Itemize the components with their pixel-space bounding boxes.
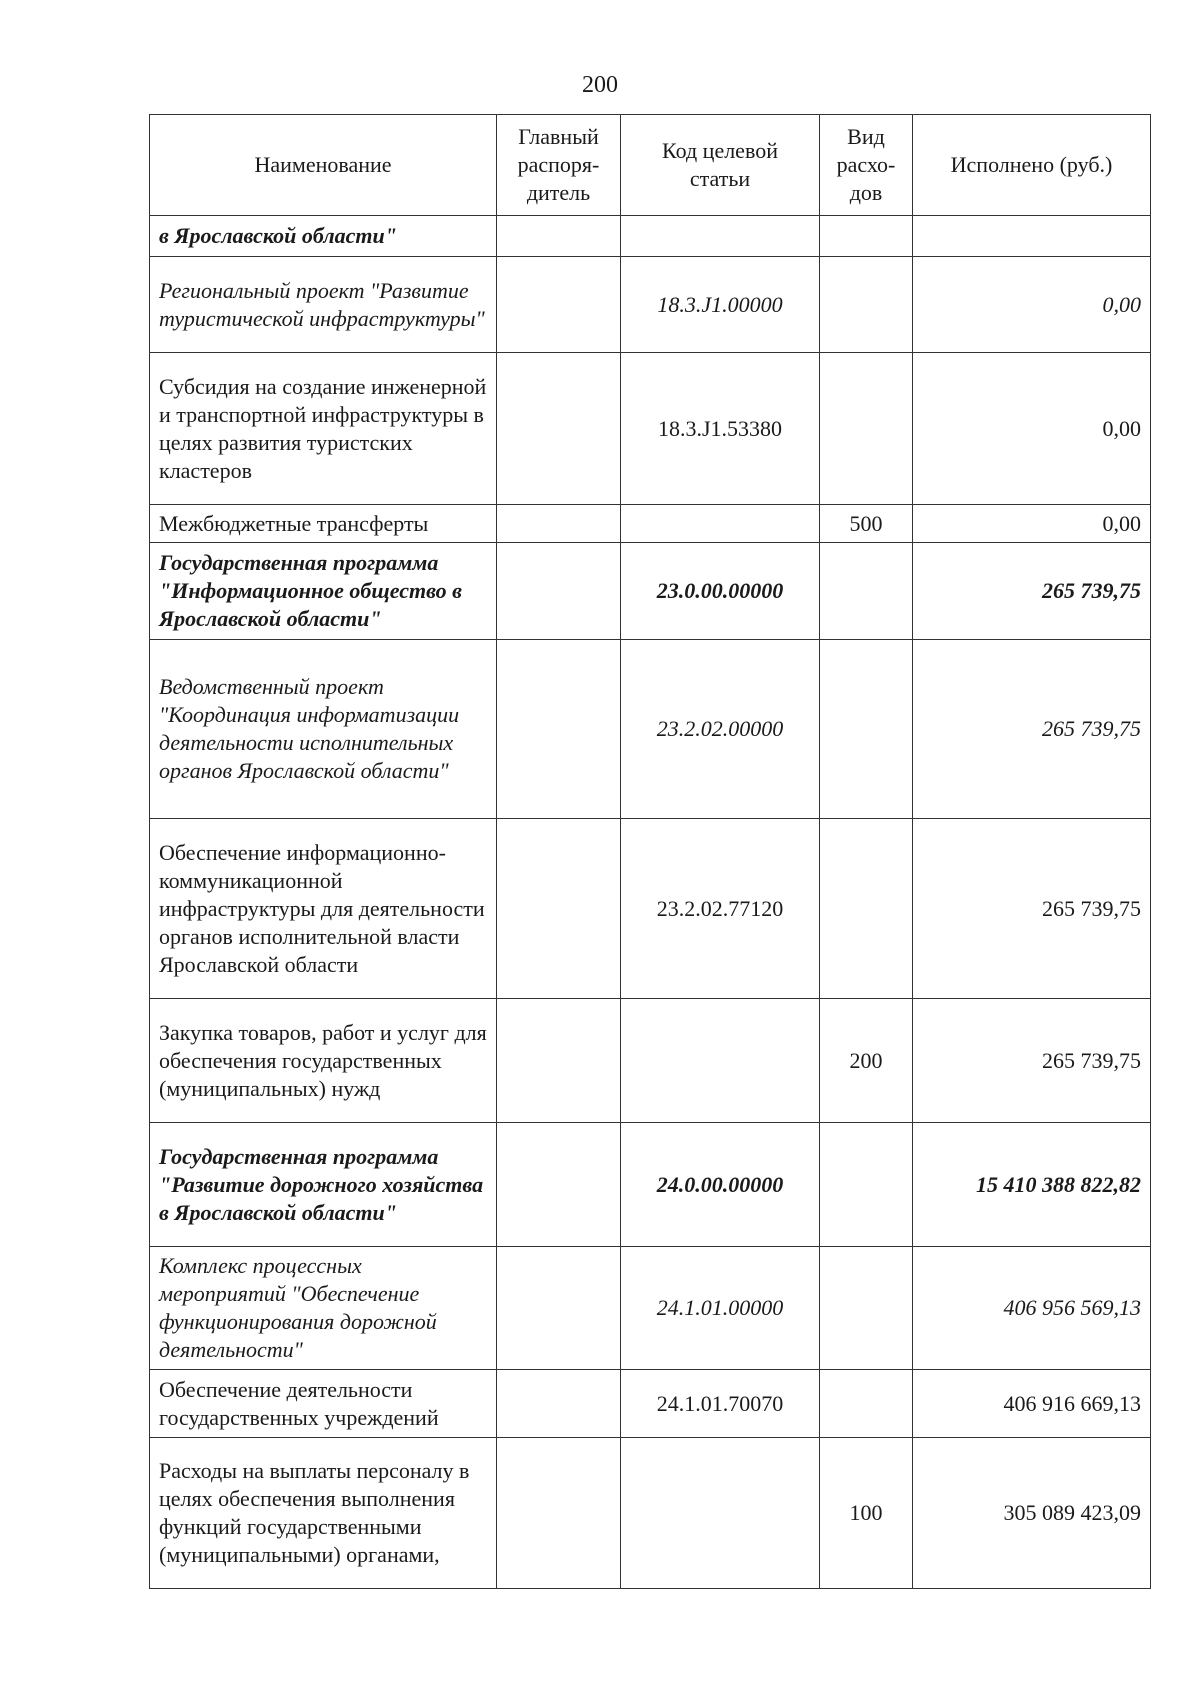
row-expense-type: 200 [820, 999, 913, 1123]
row-administrator [497, 216, 621, 257]
row-administrator [497, 1438, 621, 1589]
table-row [150, 640, 1151, 819]
header-expense-type: Вид расхо-дов [820, 115, 913, 216]
row-code: 23.2.02.77120 [621, 819, 820, 999]
row-name: Ведомственный проект "Координация информатизации деятельности исполнительных органов Ярославской области" [150, 640, 497, 819]
row-amount: 305 089 423,09 [913, 1438, 1151, 1589]
table-row [150, 1370, 1151, 1438]
row-amount: 265 739,75 [913, 640, 1151, 819]
row-expense-type [820, 1370, 913, 1438]
row-expense-type: 100 [820, 1438, 913, 1589]
row-code: 23.0.00.00000 [621, 543, 820, 640]
row-expense-type [820, 543, 913, 640]
budget-table [149, 114, 1151, 1589]
row-administrator [497, 999, 621, 1123]
row-administrator [497, 353, 621, 505]
row-administrator [497, 640, 621, 819]
table-row [150, 505, 1151, 543]
row-code: 23.2.02.00000 [621, 640, 820, 819]
table-row [150, 1438, 1151, 1589]
header-executed-amount: Исполнено (руб.) [913, 115, 1151, 216]
row-administrator [497, 1247, 621, 1370]
row-expense-type [820, 257, 913, 353]
row-code [621, 216, 820, 257]
row-administrator [497, 257, 621, 353]
row-administrator [497, 505, 621, 543]
row-code [621, 999, 820, 1123]
row-amount: 0,00 [913, 257, 1151, 353]
row-amount: 265 739,75 [913, 999, 1151, 1123]
row-code: 24.1.01.70070 [621, 1370, 820, 1438]
row-amount: 406 956 569,13 [913, 1247, 1151, 1370]
row-amount: 406 916 669,13 [913, 1370, 1151, 1438]
row-administrator [497, 543, 621, 640]
row-expense-type [820, 1247, 913, 1370]
header-target-code: Код целевой статьи [621, 115, 820, 216]
row-expense-type [820, 640, 913, 819]
row-name: Закупка товаров, работ и услуг для обеспечения государственных (муниципальных) нужд [150, 999, 497, 1123]
header-name: Наименование [150, 115, 497, 216]
row-expense-type [820, 1123, 913, 1247]
row-name: Региональный проект "Развитие туристической инфраструктуры" [150, 257, 497, 353]
row-code: 18.3.J1.00000 [621, 257, 820, 353]
row-code: 24.0.00.00000 [621, 1123, 820, 1247]
table-row [150, 1247, 1151, 1370]
row-name: Межбюджетные трансферты [150, 505, 497, 543]
row-name: Субсидия на создание инженерной и транспортной инфраструктуры в целях развития туристских кластеров [150, 353, 497, 505]
row-name: Обеспечение деятельности государственных учреждений [150, 1370, 497, 1438]
row-amount: 265 739,75 [913, 819, 1151, 999]
header-main-administrator: Главный распоря-дитель [497, 115, 621, 216]
row-administrator [497, 1370, 621, 1438]
row-name: Обеспечение информационно-коммуникационной инфраструктуры для деятельности органов исполнительной власти Ярославской области [150, 819, 497, 999]
row-amount: 0,00 [913, 353, 1151, 505]
table-row [150, 543, 1151, 640]
row-code: 18.3.J1.53380 [621, 353, 820, 505]
row-expense-type [820, 216, 913, 257]
table-row [150, 353, 1151, 505]
row-expense-type [820, 353, 913, 505]
row-amount: 265 739,75 [913, 543, 1151, 640]
row-code [621, 1438, 820, 1589]
table-row [150, 216, 1151, 257]
table-header-row [150, 115, 1151, 216]
row-name: Государственная программа "Развитие дорожного хозяйства в Ярославской области" [150, 1123, 497, 1247]
table-row [150, 999, 1151, 1123]
table-row [150, 1123, 1151, 1247]
row-administrator [497, 1123, 621, 1247]
row-administrator [497, 819, 621, 999]
row-name: в Ярославской области" [150, 216, 497, 257]
row-name: Комплекс процессных мероприятий "Обеспечение функционирования дорожной деятельности" [150, 1247, 497, 1370]
row-amount [913, 216, 1151, 257]
table-row [150, 257, 1151, 353]
page-number: 200 [582, 72, 618, 98]
row-amount: 15 410 388 822,82 [913, 1123, 1151, 1247]
row-code [621, 505, 820, 543]
row-code: 24.1.01.00000 [621, 1247, 820, 1370]
row-amount: 0,00 [913, 505, 1151, 543]
row-expense-type [820, 819, 913, 999]
row-name: Расходы на выплаты персоналу в целях обеспечения выполнения функций государственными (муниципальными) органами, [150, 1438, 497, 1589]
row-name: Государственная программа "Информационное общество в Ярославской области" [150, 543, 497, 640]
table-row [150, 819, 1151, 999]
row-expense-type: 500 [820, 505, 913, 543]
